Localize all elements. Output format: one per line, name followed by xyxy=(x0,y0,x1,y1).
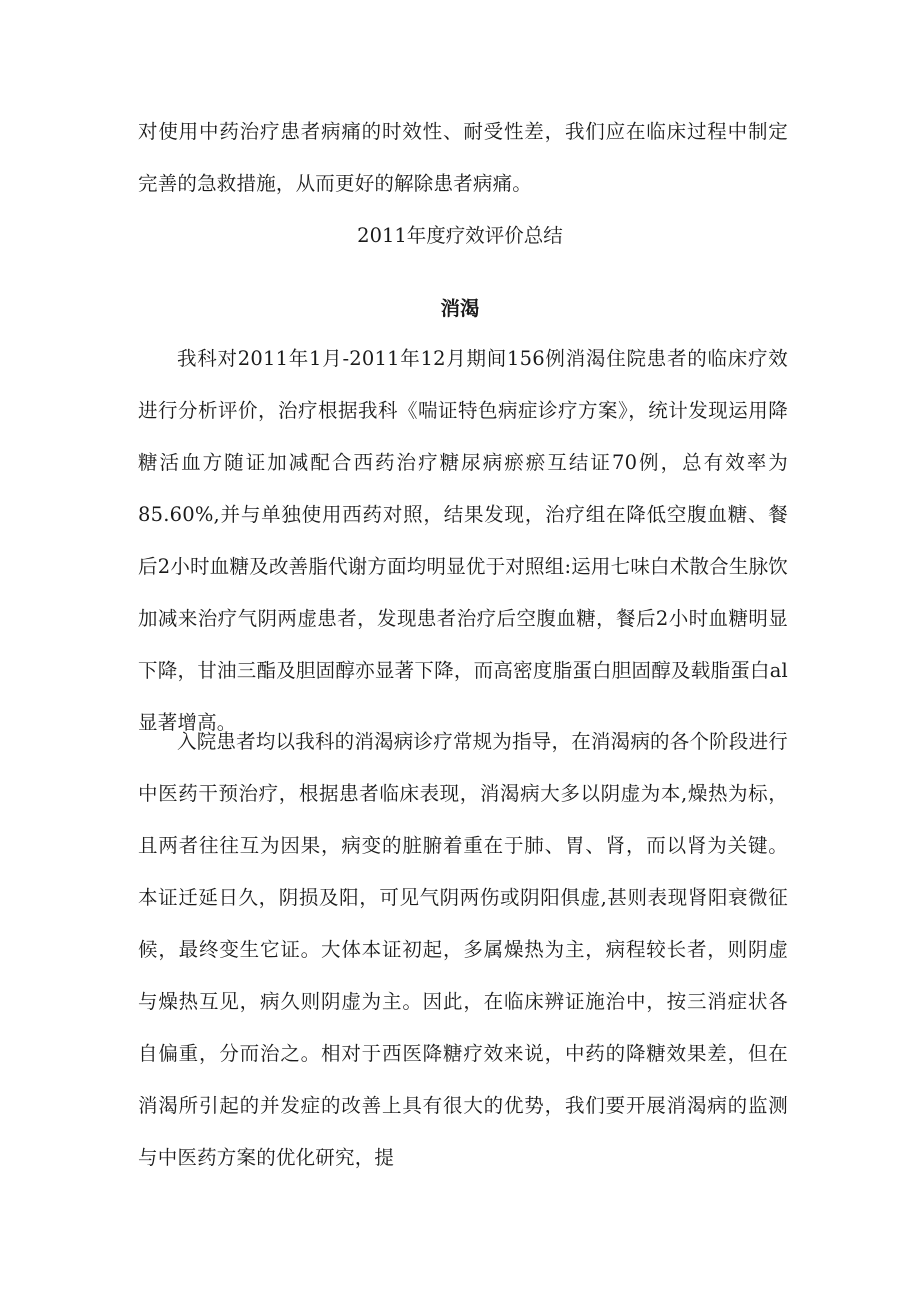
document-title: 2011年度疗效评价总结 xyxy=(357,224,563,247)
body-paragraph-results: 我科对2011年1月-2011年12月期间156例消渴住院患者的临床疗效进行分析评价，治疗根据我科《喘证特色病症诊疗方案》，统计发现运用降糖活血方随证加减配合西药治疗糖尿病瘀瘀互结证70例，总有效率为85.60%,并与单独使用西药对照，结果发现，治疗组在降低空腹血糖、餐后2小时血糖及改善脂代谢方面均明显优于对照组:运用七味白术散合生脉饮加减来治疗气阴两虚患者，发现患者治疗后空腹血糖，餐后2小时血糖明显下降，甘油三酯及胆固醇亦显著下降，而高密度脂蛋白胆固醇及载脂蛋白al显著增高。 xyxy=(138,347,788,734)
body-paragraph-treatment: 入院患者均以我科的消渴病诊疗常规为指导，在消渴病的各个阶段进行中医药干预治疗，根据患者临床表现，消渴病大多以阴虚为本,燥热为标，且两者往往互为因果，病变的脏腑着重在于肺、胃、肾，而以肾为关键。本证迁延日久，阴损及阳，可见气阴两伤或阴阳俱虚,甚则表现肾阳衰微征候，最终变生它证。大体本证初起，多属燥热为主，病程较长者，则阴虚与燥热互见，病久则阴虚为主。因此，在临床辨证施治中，按三消症状各自偏重，分而治之。相对于西医降糖疗效来说，中药的降糖效果差，但在消渴所引起的并发症的改善上具有很大的优势，我们要开展消渴病的监测与中医药方案的优化研究，提 xyxy=(138,730,788,1169)
section-heading: 消渴 xyxy=(440,297,480,320)
intro-paragraph: 对使用中药治疗患者病痛的时效性、耐受性差，我们应在临床过程中制定完善的急救措施，从而更好的解除患者病痛。 xyxy=(138,120,788,195)
